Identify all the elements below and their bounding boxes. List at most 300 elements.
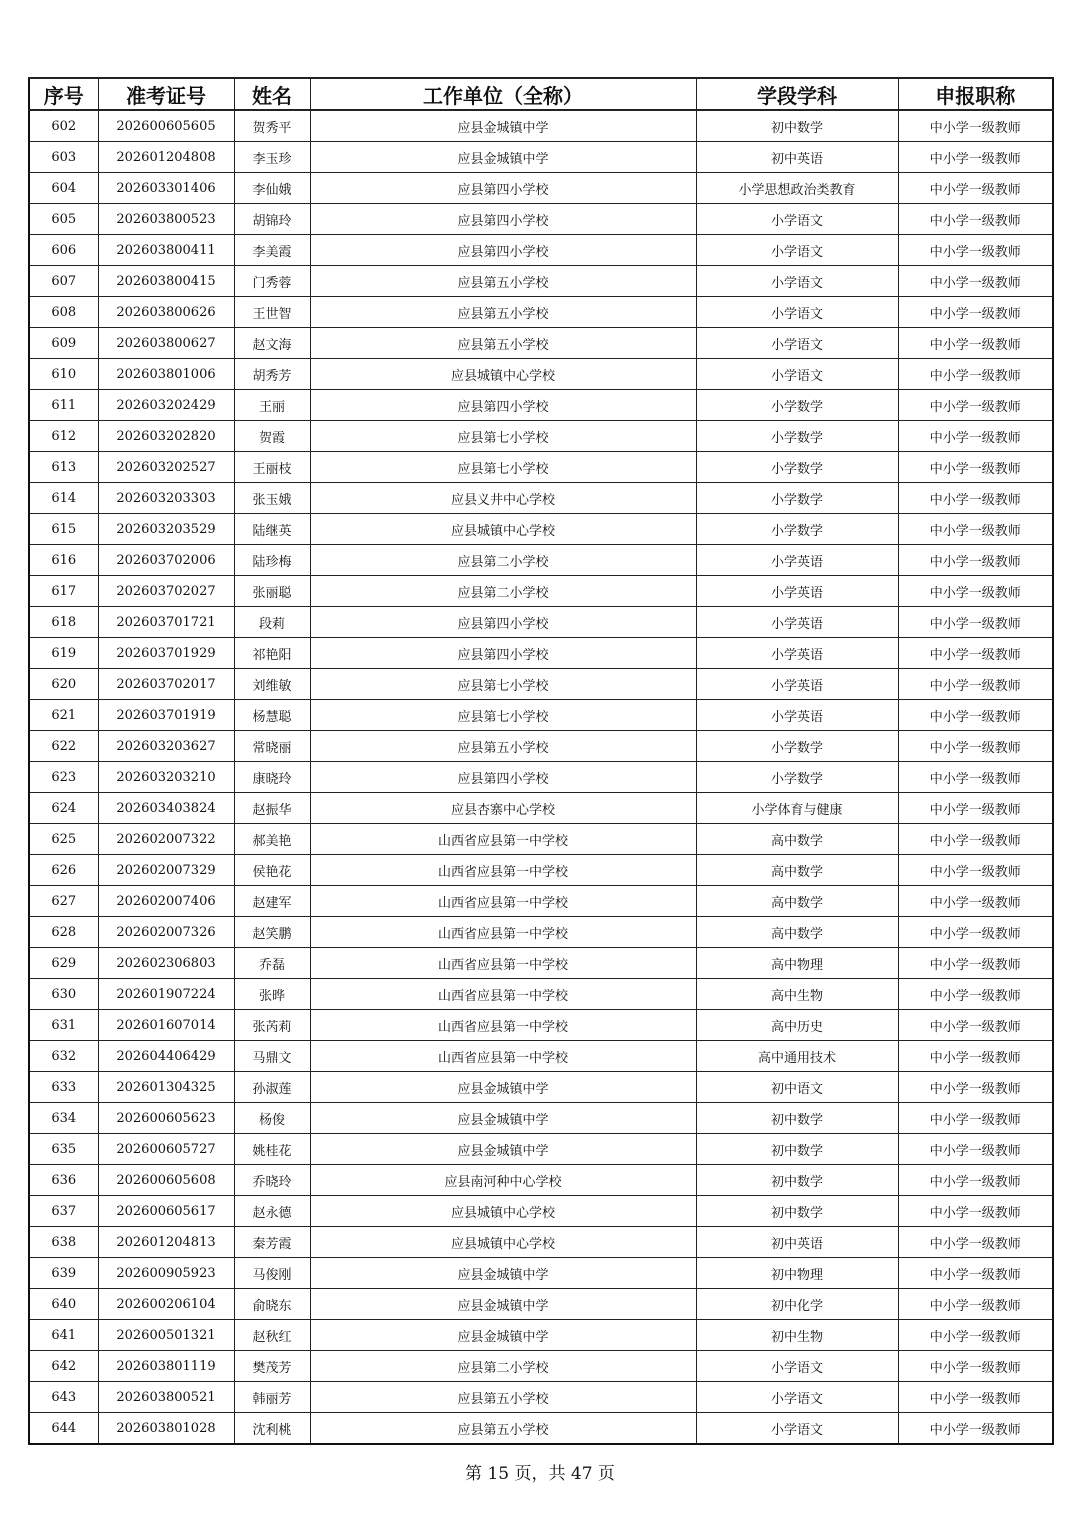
cell-title: 中小学一级教师 xyxy=(898,917,1053,948)
cell-subject: 高中物理 xyxy=(696,948,898,979)
cell-title: 中小学一级教师 xyxy=(898,1072,1053,1103)
cell-exam-id: 202603203627 xyxy=(98,731,234,762)
cell-workplace: 应县第二小学校 xyxy=(310,576,696,607)
table-row xyxy=(29,1041,1053,1072)
cell-title: 中小学一级教师 xyxy=(898,855,1053,886)
cell-name: 赵秋红 xyxy=(234,1320,310,1351)
cell-workplace: 山西省应县第一中学校 xyxy=(310,979,696,1010)
cell-name: 马俊刚 xyxy=(234,1258,310,1289)
cell-exam-id: 202601304325 xyxy=(98,1072,234,1103)
cell-subject: 小学数学 xyxy=(696,731,898,762)
header-subject: 学段学科 xyxy=(696,78,898,110)
table-row xyxy=(29,638,1053,669)
cell-exam-id: 202603203303 xyxy=(98,483,234,514)
cell-title: 中小学一级教师 xyxy=(898,514,1053,545)
cell-exam-id: 202601204813 xyxy=(98,1227,234,1258)
table-row xyxy=(29,266,1053,297)
cell-exam-id: 202601907224 xyxy=(98,979,234,1010)
cell-exam-id: 202601607014 xyxy=(98,1010,234,1041)
cell-exam-id: 202603701929 xyxy=(98,638,234,669)
cell-workplace: 应县南河种中心学校 xyxy=(310,1165,696,1196)
table-row xyxy=(29,607,1053,638)
cell-seq: 617 xyxy=(29,576,98,607)
page-footer: 第 15 页，共 47 页 xyxy=(465,1464,615,1484)
cell-subject: 高中数学 xyxy=(696,855,898,886)
cell-name: 康晓玲 xyxy=(234,762,310,793)
cell-name: 李仙娥 xyxy=(234,173,310,204)
cell-workplace: 山西省应县第一中学校 xyxy=(310,948,696,979)
cell-workplace: 应县第五小学校 xyxy=(310,328,696,359)
cell-workplace: 应县第四小学校 xyxy=(310,607,696,638)
cell-title: 中小学一级教师 xyxy=(898,1320,1053,1351)
cell-subject: 小学数学 xyxy=(696,483,898,514)
cell-workplace: 应县金城镇中学 xyxy=(310,1258,696,1289)
cell-name: 陆继英 xyxy=(234,514,310,545)
cell-seq: 612 xyxy=(29,421,98,452)
cell-seq: 625 xyxy=(29,824,98,855)
cell-seq: 607 xyxy=(29,266,98,297)
header-seq: 序号 xyxy=(29,78,98,110)
cell-workplace: 山西省应县第一中学校 xyxy=(310,917,696,948)
cell-exam-id: 202603701919 xyxy=(98,700,234,731)
table-row xyxy=(29,514,1053,545)
cell-name: 陆珍梅 xyxy=(234,545,310,576)
cell-exam-id: 202603202429 xyxy=(98,390,234,421)
cell-name: 王丽 xyxy=(234,390,310,421)
cell-exam-id: 202603202820 xyxy=(98,421,234,452)
cell-exam-id: 202604406429 xyxy=(98,1041,234,1072)
cell-subject: 高中数学 xyxy=(696,824,898,855)
cell-name: 王世智 xyxy=(234,297,310,328)
cell-exam-id: 202600605623 xyxy=(98,1103,234,1134)
cell-exam-id: 202602007326 xyxy=(98,917,234,948)
cell-name: 赵文海 xyxy=(234,328,310,359)
cell-seq: 620 xyxy=(29,669,98,700)
cell-title: 中小学一级教师 xyxy=(898,762,1053,793)
cell-title: 中小学一级教师 xyxy=(898,824,1053,855)
cell-title: 中小学一级教师 xyxy=(898,483,1053,514)
cell-exam-id: 202603301406 xyxy=(98,173,234,204)
cell-workplace: 山西省应县第一中学校 xyxy=(310,855,696,886)
cell-title: 中小学一级教师 xyxy=(898,328,1053,359)
cell-subject: 小学语文 xyxy=(696,1351,898,1382)
cell-title: 中小学一级教师 xyxy=(898,1289,1053,1320)
cell-name: 胡锦玲 xyxy=(234,204,310,235)
table-row xyxy=(29,576,1053,607)
cell-exam-id: 202603702006 xyxy=(98,545,234,576)
cell-title: 中小学一级教师 xyxy=(898,266,1053,297)
cell-seq: 603 xyxy=(29,142,98,173)
cell-workplace: 应县第五小学校 xyxy=(310,1382,696,1413)
cell-workplace: 应县第七小学校 xyxy=(310,669,696,700)
table-row xyxy=(29,483,1053,514)
cell-subject: 小学数学 xyxy=(696,421,898,452)
table-row xyxy=(29,142,1053,173)
cell-title: 中小学一级教师 xyxy=(898,452,1053,483)
cell-seq: 639 xyxy=(29,1258,98,1289)
cell-exam-id: 202602306803 xyxy=(98,948,234,979)
table-row xyxy=(29,1165,1053,1196)
cell-workplace: 应县第七小学校 xyxy=(310,700,696,731)
cell-seq: 627 xyxy=(29,886,98,917)
cell-title: 中小学一级教师 xyxy=(898,638,1053,669)
cell-title: 中小学一级教师 xyxy=(898,390,1053,421)
cell-seq: 606 xyxy=(29,235,98,266)
cell-workplace: 山西省应县第一中学校 xyxy=(310,824,696,855)
cell-seq: 633 xyxy=(29,1072,98,1103)
cell-seq: 619 xyxy=(29,638,98,669)
table-row xyxy=(29,110,1053,142)
cell-name: 俞晓东 xyxy=(234,1289,310,1320)
cell-exam-id: 202603702017 xyxy=(98,669,234,700)
table-row xyxy=(29,1072,1053,1103)
cell-workplace: 应县第四小学校 xyxy=(310,204,696,235)
cell-name: 常晓丽 xyxy=(234,731,310,762)
cell-title: 中小学一级教师 xyxy=(898,1041,1053,1072)
header-row xyxy=(29,78,1053,110)
cell-subject: 小学数学 xyxy=(696,762,898,793)
cell-title: 中小学一级教师 xyxy=(898,1165,1053,1196)
table-row xyxy=(29,731,1053,762)
table-row xyxy=(29,793,1053,824)
cell-subject: 小学数学 xyxy=(696,452,898,483)
cell-workplace: 应县城镇中心学校 xyxy=(310,514,696,545)
cell-exam-id: 202600605727 xyxy=(98,1134,234,1165)
cell-exam-id: 202603800411 xyxy=(98,235,234,266)
cell-name: 王丽枝 xyxy=(234,452,310,483)
cell-workplace: 应县金城镇中学 xyxy=(310,1103,696,1134)
cell-workplace: 应县义井中心学校 xyxy=(310,483,696,514)
cell-subject: 高中数学 xyxy=(696,917,898,948)
cell-workplace: 应县第四小学校 xyxy=(310,235,696,266)
table-row xyxy=(29,1320,1053,1351)
cell-exam-id: 202603203529 xyxy=(98,514,234,545)
cell-subject: 初中英语 xyxy=(696,142,898,173)
cell-subject: 初中语文 xyxy=(696,1072,898,1103)
cell-subject: 初中生物 xyxy=(696,1320,898,1351)
cell-title: 中小学一级教师 xyxy=(898,793,1053,824)
cell-title: 中小学一级教师 xyxy=(898,1258,1053,1289)
cell-subject: 初中英语 xyxy=(696,1227,898,1258)
cell-seq: 637 xyxy=(29,1196,98,1227)
cell-title: 中小学一级教师 xyxy=(898,1010,1053,1041)
header-name: 姓名 xyxy=(234,78,310,110)
cell-exam-id: 202603801006 xyxy=(98,359,234,390)
cell-workplace: 应县第四小学校 xyxy=(310,638,696,669)
cell-subject: 小学语文 xyxy=(696,1382,898,1413)
header-exam-id: 准考证号 xyxy=(98,78,234,110)
table-row xyxy=(29,1289,1053,1320)
cell-seq: 636 xyxy=(29,1165,98,1196)
cell-name: 李美霞 xyxy=(234,235,310,266)
table-row xyxy=(29,762,1053,793)
cell-subject: 高中生物 xyxy=(696,979,898,1010)
cell-seq: 643 xyxy=(29,1382,98,1413)
cell-name: 赵振华 xyxy=(234,793,310,824)
roster-table xyxy=(28,77,1054,1445)
cell-seq: 610 xyxy=(29,359,98,390)
table-row xyxy=(29,390,1053,421)
cell-workplace: 应县金城镇中学 xyxy=(310,1289,696,1320)
cell-seq: 638 xyxy=(29,1227,98,1258)
table-row xyxy=(29,917,1053,948)
cell-subject: 初中数学 xyxy=(696,1196,898,1227)
table-row xyxy=(29,886,1053,917)
cell-subject: 小学英语 xyxy=(696,576,898,607)
cell-seq: 644 xyxy=(29,1413,98,1445)
cell-name: 姚桂花 xyxy=(234,1134,310,1165)
cell-seq: 630 xyxy=(29,979,98,1010)
cell-subject: 小学数学 xyxy=(696,514,898,545)
cell-subject: 小学英语 xyxy=(696,607,898,638)
cell-subject: 小学数学 xyxy=(696,390,898,421)
cell-seq: 642 xyxy=(29,1351,98,1382)
table-row xyxy=(29,1103,1053,1134)
cell-name: 秦芳霞 xyxy=(234,1227,310,1258)
cell-name: 沈利桃 xyxy=(234,1413,310,1445)
cell-name: 杨俊 xyxy=(234,1103,310,1134)
cell-title: 中小学一级教师 xyxy=(898,235,1053,266)
cell-subject: 小学思想政治类教育 xyxy=(696,173,898,204)
cell-name: 李玉珍 xyxy=(234,142,310,173)
cell-exam-id: 202603800415 xyxy=(98,266,234,297)
cell-name: 郝美艳 xyxy=(234,824,310,855)
cell-exam-id: 202603203210 xyxy=(98,762,234,793)
cell-name: 张玉娥 xyxy=(234,483,310,514)
cell-workplace: 应县金城镇中学 xyxy=(310,110,696,142)
cell-subject: 小学英语 xyxy=(696,638,898,669)
cell-subject: 初中数学 xyxy=(696,110,898,142)
cell-seq: 626 xyxy=(29,855,98,886)
cell-name: 段莉 xyxy=(234,607,310,638)
cell-title: 中小学一级教师 xyxy=(898,979,1053,1010)
table-row xyxy=(29,173,1053,204)
cell-name: 张丽聪 xyxy=(234,576,310,607)
cell-title: 中小学一级教师 xyxy=(898,1134,1053,1165)
cell-seq: 605 xyxy=(29,204,98,235)
cell-seq: 609 xyxy=(29,328,98,359)
cell-title: 中小学一级教师 xyxy=(898,142,1053,173)
cell-seq: 640 xyxy=(29,1289,98,1320)
cell-seq: 634 xyxy=(29,1103,98,1134)
cell-seq: 613 xyxy=(29,452,98,483)
cell-seq: 616 xyxy=(29,545,98,576)
cell-workplace: 应县金城镇中学 xyxy=(310,1072,696,1103)
cell-name: 韩丽芳 xyxy=(234,1382,310,1413)
cell-workplace: 应县第四小学校 xyxy=(310,173,696,204)
cell-seq: 614 xyxy=(29,483,98,514)
cell-exam-id: 202600605608 xyxy=(98,1165,234,1196)
cell-title: 中小学一级教师 xyxy=(898,576,1053,607)
cell-seq: 621 xyxy=(29,700,98,731)
cell-name: 侯艳花 xyxy=(234,855,310,886)
cell-name: 张芮莉 xyxy=(234,1010,310,1041)
cell-title: 中小学一级教师 xyxy=(898,204,1053,235)
cell-subject: 小学语文 xyxy=(696,235,898,266)
cell-subject: 小学语文 xyxy=(696,204,898,235)
cell-workplace: 应县第四小学校 xyxy=(310,390,696,421)
cell-title: 中小学一级教师 xyxy=(898,1413,1053,1445)
table-row xyxy=(29,297,1053,328)
cell-name: 赵永德 xyxy=(234,1196,310,1227)
cell-exam-id: 202603800523 xyxy=(98,204,234,235)
cell-exam-id: 202600905923 xyxy=(98,1258,234,1289)
cell-exam-id: 202602007322 xyxy=(98,824,234,855)
cell-seq: 618 xyxy=(29,607,98,638)
cell-workplace: 应县第五小学校 xyxy=(310,297,696,328)
cell-workplace: 应县第七小学校 xyxy=(310,421,696,452)
cell-name: 乔晓玲 xyxy=(234,1165,310,1196)
cell-title: 中小学一级教师 xyxy=(898,421,1053,452)
cell-exam-id: 202603403824 xyxy=(98,793,234,824)
cell-title: 中小学一级教师 xyxy=(898,545,1053,576)
cell-exam-id: 202603702027 xyxy=(98,576,234,607)
cell-title: 中小学一级教师 xyxy=(898,1351,1053,1382)
cell-seq: 608 xyxy=(29,297,98,328)
table-row xyxy=(29,1351,1053,1382)
table-row xyxy=(29,545,1053,576)
cell-seq: 628 xyxy=(29,917,98,948)
cell-name: 赵建军 xyxy=(234,886,310,917)
cell-workplace: 应县杏寨中心学校 xyxy=(310,793,696,824)
cell-exam-id: 202602007329 xyxy=(98,855,234,886)
cell-workplace: 山西省应县第一中学校 xyxy=(310,1010,696,1041)
cell-exam-id: 202600206104 xyxy=(98,1289,234,1320)
cell-name: 乔磊 xyxy=(234,948,310,979)
table-row xyxy=(29,855,1053,886)
cell-title: 中小学一级教师 xyxy=(898,1227,1053,1258)
cell-subject: 高中历史 xyxy=(696,1010,898,1041)
cell-name: 胡秀芳 xyxy=(234,359,310,390)
cell-workplace: 应县金城镇中学 xyxy=(310,1134,696,1165)
header-workplace: 工作单位（全称） xyxy=(310,78,696,110)
cell-workplace: 应县城镇中心学校 xyxy=(310,1196,696,1227)
cell-title: 中小学一级教师 xyxy=(898,1196,1053,1227)
cell-seq: 611 xyxy=(29,390,98,421)
cell-subject: 小学语文 xyxy=(696,297,898,328)
table-row xyxy=(29,979,1053,1010)
table-row xyxy=(29,948,1053,979)
cell-seq: 615 xyxy=(29,514,98,545)
cell-name: 门秀蓉 xyxy=(234,266,310,297)
cell-subject: 高中通用技术 xyxy=(696,1041,898,1072)
table-row xyxy=(29,1010,1053,1041)
table-row xyxy=(29,204,1053,235)
cell-workplace: 应县第二小学校 xyxy=(310,1351,696,1382)
cell-name: 樊茂芳 xyxy=(234,1351,310,1382)
table-row xyxy=(29,1258,1053,1289)
cell-subject: 小学语文 xyxy=(696,266,898,297)
cell-exam-id: 202603801028 xyxy=(98,1413,234,1445)
cell-seq: 629 xyxy=(29,948,98,979)
cell-title: 中小学一级教师 xyxy=(898,700,1053,731)
cell-subject: 初中化学 xyxy=(696,1289,898,1320)
cell-subject: 小学英语 xyxy=(696,545,898,576)
cell-title: 中小学一级教师 xyxy=(898,1103,1053,1134)
cell-subject: 初中数学 xyxy=(696,1103,898,1134)
table-row xyxy=(29,1134,1053,1165)
cell-seq: 641 xyxy=(29,1320,98,1351)
cell-name: 赵笑鹏 xyxy=(234,917,310,948)
cell-seq: 631 xyxy=(29,1010,98,1041)
cell-name: 张晔 xyxy=(234,979,310,1010)
table-row xyxy=(29,700,1053,731)
cell-workplace: 应县城镇中心学校 xyxy=(310,359,696,390)
cell-title: 中小学一级教师 xyxy=(898,948,1053,979)
cell-name: 贺秀平 xyxy=(234,110,310,142)
cell-title: 中小学一级教师 xyxy=(898,173,1053,204)
cell-title: 中小学一级教师 xyxy=(898,607,1053,638)
header-title: 申报职称 xyxy=(898,78,1053,110)
cell-title: 中小学一级教师 xyxy=(898,731,1053,762)
table-row xyxy=(29,452,1053,483)
table-row xyxy=(29,359,1053,390)
cell-seq: 622 xyxy=(29,731,98,762)
cell-subject: 初中数学 xyxy=(696,1134,898,1165)
cell-title: 中小学一级教师 xyxy=(898,669,1053,700)
cell-workplace: 应县第二小学校 xyxy=(310,545,696,576)
table-row xyxy=(29,1196,1053,1227)
cell-workplace: 山西省应县第一中学校 xyxy=(310,1041,696,1072)
table-row xyxy=(29,824,1053,855)
cell-seq: 604 xyxy=(29,173,98,204)
table-row xyxy=(29,1382,1053,1413)
cell-title: 中小学一级教师 xyxy=(898,359,1053,390)
table-row xyxy=(29,1227,1053,1258)
cell-title: 中小学一级教师 xyxy=(898,1382,1053,1413)
cell-exam-id: 202603801119 xyxy=(98,1351,234,1382)
cell-name: 祁艳阳 xyxy=(234,638,310,669)
cell-subject: 小学语文 xyxy=(696,1413,898,1445)
cell-name: 马鼎文 xyxy=(234,1041,310,1072)
table-row xyxy=(29,669,1053,700)
cell-workplace: 应县第四小学校 xyxy=(310,762,696,793)
cell-seq: 632 xyxy=(29,1041,98,1072)
cell-seq: 623 xyxy=(29,762,98,793)
cell-workplace: 应县第五小学校 xyxy=(310,1413,696,1445)
cell-seq: 635 xyxy=(29,1134,98,1165)
cell-title: 中小学一级教师 xyxy=(898,297,1053,328)
cell-workplace: 应县金城镇中学 xyxy=(310,1320,696,1351)
cell-exam-id: 202602007406 xyxy=(98,886,234,917)
cell-workplace: 应县第五小学校 xyxy=(310,731,696,762)
cell-workplace: 应县城镇中心学校 xyxy=(310,1227,696,1258)
cell-exam-id: 202600605605 xyxy=(98,110,234,142)
table-row xyxy=(29,421,1053,452)
cell-workplace: 应县第五小学校 xyxy=(310,266,696,297)
cell-exam-id: 202603800521 xyxy=(98,1382,234,1413)
cell-workplace: 应县金城镇中学 xyxy=(310,142,696,173)
cell-subject: 初中数学 xyxy=(696,1165,898,1196)
cell-exam-id: 202600501321 xyxy=(98,1320,234,1351)
cell-subject: 小学语文 xyxy=(696,328,898,359)
cell-exam-id: 202603800627 xyxy=(98,328,234,359)
cell-exam-id: 202600605617 xyxy=(98,1196,234,1227)
cell-subject: 小学英语 xyxy=(696,669,898,700)
cell-title: 中小学一级教师 xyxy=(898,886,1053,917)
cell-name: 孙淑莲 xyxy=(234,1072,310,1103)
table-row xyxy=(29,1413,1053,1445)
table-row xyxy=(29,328,1053,359)
cell-exam-id: 202603701721 xyxy=(98,607,234,638)
cell-subject: 小学语文 xyxy=(696,359,898,390)
table-row xyxy=(29,235,1053,266)
cell-seq: 602 xyxy=(29,110,98,142)
cell-workplace: 应县第七小学校 xyxy=(310,452,696,483)
cell-subject: 小学体育与健康 xyxy=(696,793,898,824)
cell-exam-id: 202601204808 xyxy=(98,142,234,173)
cell-seq: 624 xyxy=(29,793,98,824)
